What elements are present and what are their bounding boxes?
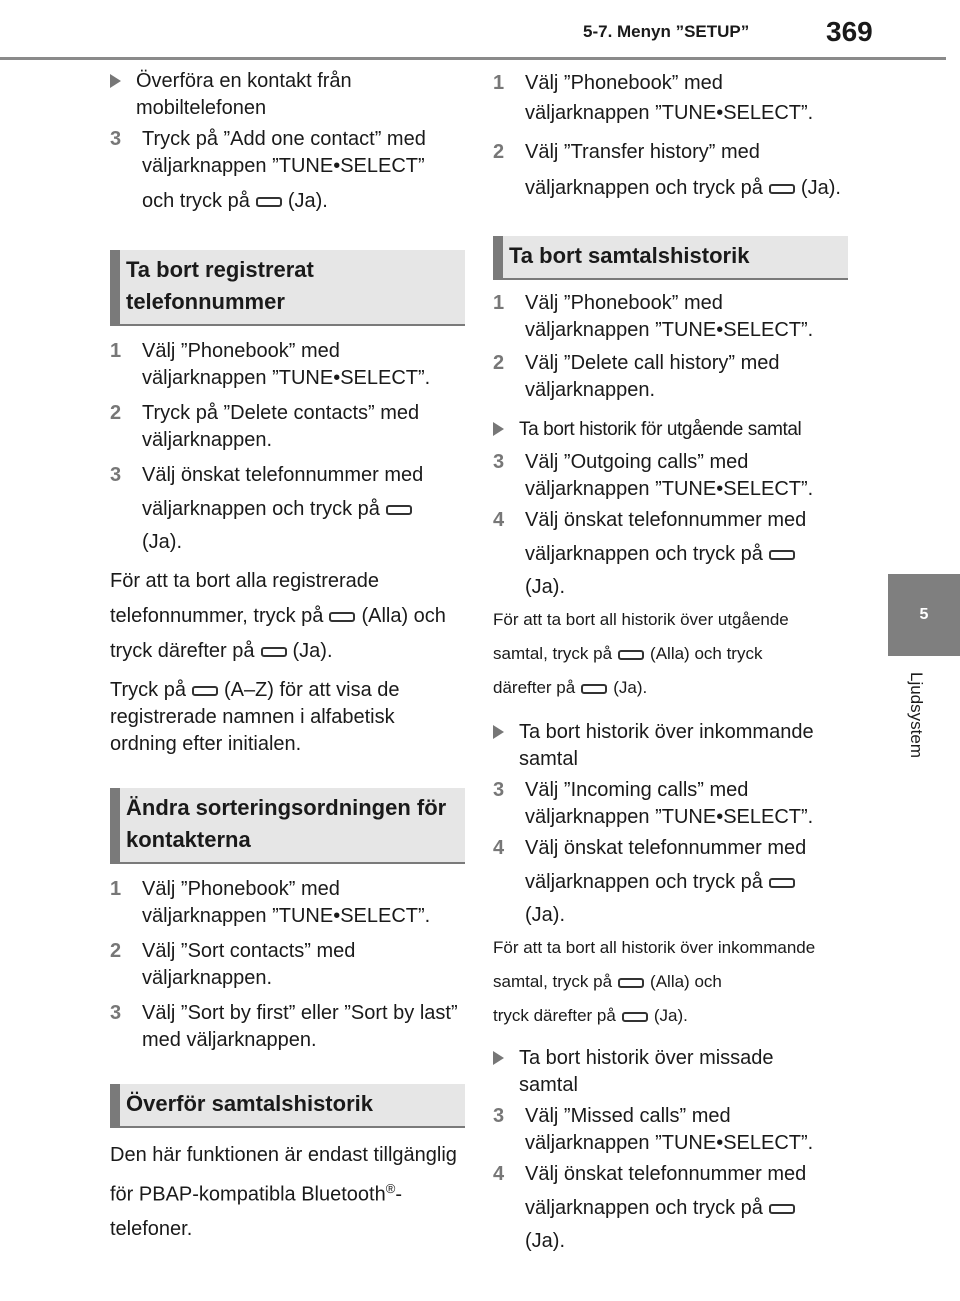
step-number: 3 [110, 1002, 122, 1024]
note-text: därefter på [493, 678, 576, 697]
step-text: Välj ”Transfer history” med väljarknappen och tryck på [525, 141, 763, 199]
step-text: Välj ”Sort by first” eller ”Sort by last” med väljarknappen. [142, 1002, 458, 1051]
step-text: (Ja). [142, 531, 182, 553]
step-text: (Ja). [525, 576, 565, 598]
step-number: 3 [110, 128, 122, 150]
step-text: (Ja). [525, 904, 565, 926]
step-number: 3 [493, 451, 505, 473]
note [493, 931, 833, 1033]
step-text: Välj ”Outgoing calls” med väljarknappen ”TUNE•SELECT”. [525, 451, 814, 500]
step-item [493, 68, 848, 128]
registered-mark: ® [385, 1181, 396, 1196]
bullet-text: Ta bort historik över missade samtal [519, 1047, 774, 1096]
paragraph-text: Den här funktionen är endast tillgänglig för PBAP-kompatibla [110, 1144, 457, 1206]
step-text: Tryck på ”Add one contact” med väljarknappen ”TUNE•SELECT” [142, 128, 426, 177]
step-text: Välj önskat telefonnummer med [142, 464, 424, 486]
step-text: Välj önskat telefonnummer med [525, 837, 807, 859]
step-text: (Ja). [287, 190, 328, 212]
header-rule [0, 57, 946, 60]
step-number: 3 [110, 464, 122, 486]
step-text: väljarknappen och tryck på [525, 1197, 763, 1219]
step-text: väljarknappen och tryck på [525, 871, 763, 893]
step-number: 1 [493, 292, 505, 314]
button-symbol-icon [192, 686, 218, 696]
button-symbol-icon [581, 684, 607, 694]
step-text: Välj ”Delete call history” med väljarknappen. [525, 352, 780, 401]
step-text: och tryck på [142, 190, 250, 212]
step-text: Välj önskat telefonnummer med [525, 1163, 807, 1185]
button-symbol-icon [386, 505, 412, 515]
bullet-item [493, 1045, 819, 1099]
bullet-text: Ta bort historik för utgående samtal [519, 419, 802, 440]
step-item [110, 126, 465, 222]
step-number: 1 [493, 72, 505, 94]
paragraph-text: (Ja). [292, 640, 333, 662]
paragraph-text: (A–Z) för att visa de registrerade namnen i alfabetisk ordning efter initialen. [110, 679, 400, 755]
paragraph [110, 564, 465, 669]
step-item [110, 938, 465, 992]
step-number: 3 [493, 1105, 505, 1127]
step-text: Välj ”Phonebook” med väljarknappen ”TUNE•SELECT”. [142, 878, 431, 927]
bullet-text: Överföra en kontakt från mobiltelefonen [136, 70, 352, 119]
step-item [110, 1000, 465, 1054]
note-text: För att ta bort all historik över utgående [493, 610, 789, 629]
section-heading: Ta bort registrerat telefonnummer [110, 250, 465, 326]
button-symbol-icon [769, 550, 795, 560]
step-number: 2 [110, 402, 122, 424]
triangle-bullet-icon [110, 74, 121, 88]
section-heading: Ta bort samtalshistorik [493, 236, 848, 280]
step-text: Välj ”Phonebook” med väljarknappen ”TUNE•SELECT”. [142, 340, 431, 389]
step-text: Tryck på ”Delete contacts” med väljarknappen. [142, 402, 420, 451]
step-text: Välj ”Missed calls” med väljarknappen ”TUNE•SELECT”. [525, 1105, 814, 1154]
step-text: väljarknappen och tryck på [142, 498, 380, 520]
step-item [493, 507, 848, 601]
right-column [493, 68, 848, 1255]
step-item [110, 462, 465, 556]
step-item [110, 876, 465, 930]
note-text: tryck därefter på [493, 1006, 616, 1025]
chapter-label: Ljudsystem [907, 672, 926, 758]
paragraph [110, 1138, 465, 1246]
chapter-tab [888, 574, 960, 656]
paragraph-text: (Alla) och [361, 605, 446, 627]
note-text: (Ja). [653, 1006, 688, 1025]
paragraph [110, 677, 465, 758]
section-title: 5-7. Menyn ”SETUP” [583, 22, 750, 41]
button-symbol-icon [618, 650, 644, 660]
button-symbol-icon [769, 1204, 795, 1214]
step-number: 3 [493, 779, 505, 801]
bullet-item [110, 68, 466, 122]
step-item [493, 1161, 848, 1255]
step-text: (Ja). [800, 177, 841, 199]
button-symbol-icon [769, 878, 795, 888]
section-heading: Överför samtalshistorik [110, 1084, 465, 1128]
bullet-item [493, 719, 819, 773]
button-symbol-icon [769, 184, 795, 194]
step-item [493, 1103, 848, 1157]
step-text: väljarknappen och tryck på [525, 543, 763, 565]
step-number: 1 [110, 340, 122, 362]
step-text: Välj ”Incoming calls” med väljarknappen ”TUNE•SELECT”. [525, 779, 814, 828]
triangle-bullet-icon [493, 422, 504, 436]
chapter-number: 5 [919, 606, 929, 623]
step-item [110, 338, 465, 392]
step-number: 4 [493, 1163, 505, 1185]
note-text: (Alla) och [650, 972, 722, 991]
note-text: (Alla) och tryck [650, 644, 763, 663]
button-symbol-icon [622, 1012, 648, 1022]
page-number: 369 [826, 16, 873, 47]
step-number: 2 [493, 141, 505, 163]
step-item [110, 400, 465, 454]
step-number: 4 [493, 837, 505, 859]
paragraph-text: Bluetooth [301, 1183, 386, 1206]
step-item [493, 835, 848, 929]
step-text: Välj önskat telefonnummer med [525, 509, 807, 531]
button-symbol-icon [256, 197, 282, 207]
note [493, 603, 848, 705]
paragraph-text: -telefoner. [110, 1183, 402, 1240]
step-number: 1 [110, 878, 122, 900]
step-number: 2 [110, 940, 122, 962]
bullet-item [493, 416, 848, 443]
triangle-bullet-icon [493, 1051, 504, 1065]
step-text: Välj ”Sort contacts” med väljarknappen. [142, 940, 356, 989]
step-item [493, 290, 848, 344]
step-number: 4 [493, 509, 505, 531]
left-column [110, 68, 465, 1246]
note-text: För att ta bort all historik över inkommande samtal, tryck på [493, 938, 816, 991]
triangle-bullet-icon [493, 725, 504, 739]
button-symbol-icon [329, 612, 355, 622]
step-text: Välj ”Phonebook” med väljarknappen ”TUNE•SELECT”. [525, 292, 814, 341]
paragraph-text: Tryck på [110, 679, 186, 701]
button-symbol-icon [261, 647, 287, 657]
step-text: (Ja). [525, 1230, 565, 1252]
note-text: samtal, tryck på [493, 644, 613, 663]
step-item [493, 777, 848, 831]
bullet-text: Ta bort historik över inkommande samtal [519, 721, 814, 770]
step-item [493, 134, 848, 206]
step-number: 2 [493, 352, 505, 374]
step-item [493, 449, 848, 503]
button-symbol-icon [618, 978, 644, 988]
section-heading: Ändra sorteringsordningen för kontakterna [110, 788, 465, 864]
paragraph-text: För att ta bort alla registrerade telefonnummer, tryck på [110, 570, 380, 627]
step-text: Välj ”Phonebook” med väljarknappen ”TUNE•SELECT”. [525, 72, 814, 124]
paragraph-text: tryck därefter på [110, 640, 255, 662]
note-text: (Ja). [613, 678, 648, 697]
step-item [493, 350, 848, 404]
